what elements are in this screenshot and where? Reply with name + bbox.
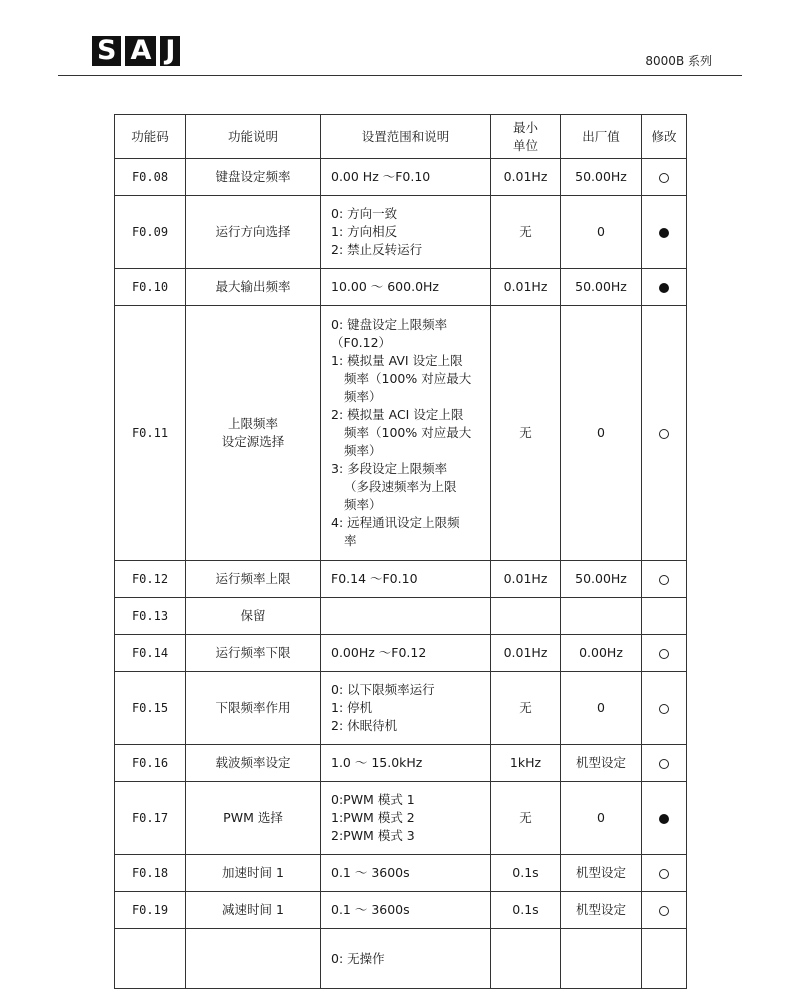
range-line: 1: 方向相反 <box>331 224 398 239</box>
range-line: 2: 模拟量 ACI 设定上限 <box>331 407 464 422</box>
cell-modify <box>642 672 687 745</box>
cell-modify <box>642 635 687 672</box>
cell-name <box>186 929 321 989</box>
table-row <box>115 892 687 929</box>
table-row <box>115 929 687 989</box>
range-line: 频率） <box>344 497 382 512</box>
cell-range <box>321 269 491 306</box>
name-line: 最大输出频率 <box>215 279 291 294</box>
range-line: 1: 模拟量 AVI 设定上限 <box>331 353 463 368</box>
cell-code: F0.13 <box>115 598 186 635</box>
cell-default: 50.00Hz <box>561 269 642 306</box>
cell-name <box>186 745 321 782</box>
cell-default: 50.00Hz <box>561 561 642 598</box>
column-header-default: 出厂值 <box>561 115 642 159</box>
range-line: 2: 禁止反转运行 <box>331 242 423 257</box>
cell-name <box>186 672 321 745</box>
name-line: 设定源选择 <box>221 434 285 449</box>
name-line: 载波频率设定 <box>215 755 291 770</box>
cell-code: F0.18 <box>115 855 186 892</box>
logo-letter: J <box>160 36 180 66</box>
range-line: 3: 多段设定上限频率 <box>331 461 448 476</box>
range-line: 4: 远程通讯设定上限频 <box>331 515 460 530</box>
range-line: 0.00Hz ～F0.12 <box>331 645 427 660</box>
logo-letter: S <box>92 36 121 66</box>
range-line: 频率（100% 对应最大 <box>344 371 472 386</box>
table-row <box>115 672 687 745</box>
logo-letter: A <box>125 36 156 66</box>
saj-logo <box>92 36 180 66</box>
cell-modify <box>642 159 687 196</box>
cell-code: F0.10 <box>115 269 186 306</box>
open-circle-icon <box>659 704 669 714</box>
cell-modify <box>642 598 687 635</box>
table-row <box>115 855 687 892</box>
range-line: （多段速频率为上限 <box>344 479 457 494</box>
range-line: 0: 以下限频率运行 <box>331 682 435 697</box>
range-line: 2: 休眠待机 <box>331 718 398 733</box>
cell-range <box>321 782 491 855</box>
table-row <box>115 745 687 782</box>
cell-range <box>321 598 491 635</box>
range-line: 1.0 ～ 15.0kHz <box>331 755 423 770</box>
filled-circle-icon <box>659 283 669 293</box>
table-row <box>115 196 687 269</box>
cell-code: F0.08 <box>115 159 186 196</box>
open-circle-icon <box>659 759 669 769</box>
name-line: 保留 <box>240 608 266 623</box>
range-line: （F0.12） <box>331 335 392 350</box>
open-circle-icon <box>659 575 669 585</box>
cell-unit: 0.01Hz <box>491 159 561 196</box>
cell-code <box>115 929 186 989</box>
table-row <box>115 269 687 306</box>
cell-modify <box>642 892 687 929</box>
cell-name <box>186 782 321 855</box>
cell-default: 0 <box>561 306 642 561</box>
cell-code: F0.14 <box>115 635 186 672</box>
cell-name <box>186 598 321 635</box>
cell-unit: 无 <box>491 672 561 745</box>
cell-code: F0.15 <box>115 672 186 745</box>
table-header-row <box>115 115 687 159</box>
table-row <box>115 306 687 561</box>
cell-default: 机型设定 <box>561 892 642 929</box>
name-line: 运行频率下限 <box>215 645 291 660</box>
cell-name <box>186 635 321 672</box>
range-line: 频率（100% 对应最大 <box>344 425 472 440</box>
name-line: 加速时间 1 <box>222 865 284 880</box>
table-row <box>115 782 687 855</box>
cell-modify <box>642 306 687 561</box>
cell-name <box>186 855 321 892</box>
cell-range <box>321 929 491 989</box>
range-line: 0.00 Hz ～F0.10 <box>331 169 431 184</box>
cell-range <box>321 561 491 598</box>
cell-code: F0.09 <box>115 196 186 269</box>
range-line: 1: 停机 <box>331 700 373 715</box>
column-header-modify: 修改 <box>642 115 687 159</box>
open-circle-icon <box>659 173 669 183</box>
cell-default: 0 <box>561 196 642 269</box>
cell-default: 机型设定 <box>561 855 642 892</box>
cell-range <box>321 855 491 892</box>
cell-default: 50.00Hz <box>561 159 642 196</box>
cell-modify <box>642 269 687 306</box>
table-row <box>115 635 687 672</box>
cell-range <box>321 892 491 929</box>
cell-unit: 0.01Hz <box>491 561 561 598</box>
parameter-table <box>114 114 687 989</box>
range-line: 0: 无操作 <box>331 950 385 966</box>
cell-name <box>186 196 321 269</box>
table-row <box>115 598 687 635</box>
cell-code: F0.11 <box>115 306 186 561</box>
table-row <box>115 159 687 196</box>
series-label: 8000B 系列 <box>645 54 712 68</box>
cell-modify <box>642 196 687 269</box>
cell-unit: 0.1s <box>491 855 561 892</box>
cell-code: F0.16 <box>115 745 186 782</box>
cell-default <box>561 929 642 989</box>
cell-unit: 1kHz <box>491 745 561 782</box>
cell-unit <box>491 929 561 989</box>
range-line: 0.1 ～ 3600s <box>331 865 410 880</box>
range-line: 0: 键盘设定上限频率 <box>331 317 448 332</box>
name-line: 运行方向选择 <box>215 224 291 239</box>
range-line: 频率） <box>344 389 382 404</box>
cell-range <box>321 635 491 672</box>
filled-circle-icon <box>659 228 669 238</box>
column-header-name: 功能说明 <box>186 115 321 159</box>
cell-modify <box>642 561 687 598</box>
range-line: 0.1 ～ 3600s <box>331 902 410 917</box>
range-line: 1:PWM 模式 2 <box>331 810 415 825</box>
name-line: 键盘设定频率 <box>215 169 291 184</box>
range-line: 频率） <box>344 443 382 458</box>
range-line: F0.14 ～F0.10 <box>331 571 418 586</box>
cell-code: F0.12 <box>115 561 186 598</box>
cell-default: 0 <box>561 782 642 855</box>
column-header-unit-line2: 单位 <box>512 137 538 153</box>
cell-name <box>186 269 321 306</box>
range-line: 0:PWM 模式 1 <box>331 792 415 807</box>
name-line: PWM 选择 <box>223 810 283 825</box>
cell-default <box>561 598 642 635</box>
cell-range <box>321 159 491 196</box>
filled-circle-icon <box>659 814 669 824</box>
cell-name <box>186 892 321 929</box>
cell-name <box>186 306 321 561</box>
open-circle-icon <box>659 906 669 916</box>
range-line: 率 <box>344 533 357 548</box>
cell-modify <box>642 782 687 855</box>
cell-range <box>321 306 491 561</box>
range-line: 0: 方向一致 <box>331 206 398 221</box>
cell-modify <box>642 855 687 892</box>
open-circle-icon <box>659 649 669 659</box>
cell-modify <box>642 929 687 989</box>
cell-default: 机型设定 <box>561 745 642 782</box>
open-circle-icon <box>659 429 669 439</box>
cell-modify <box>642 745 687 782</box>
cell-code: F0.17 <box>115 782 186 855</box>
column-header-unit-line1: 最小 <box>512 119 538 135</box>
cell-range <box>321 672 491 745</box>
cell-unit: 无 <box>491 782 561 855</box>
cell-code: F0.19 <box>115 892 186 929</box>
table-row <box>115 561 687 598</box>
cell-default: 0.00Hz <box>561 635 642 672</box>
cell-range <box>321 745 491 782</box>
cell-name <box>186 561 321 598</box>
cell-unit: 无 <box>491 306 561 561</box>
open-circle-icon <box>659 869 669 879</box>
column-header-unit <box>491 115 561 159</box>
cell-unit: 0.01Hz <box>491 635 561 672</box>
column-header-code: 功能码 <box>115 115 186 159</box>
name-line: 下限频率作用 <box>215 700 291 715</box>
range-line: 2:PWM 模式 3 <box>331 828 415 843</box>
cell-unit <box>491 598 561 635</box>
name-line: 上限频率 <box>227 416 278 431</box>
column-header-range: 设置范围和说明 <box>321 115 491 159</box>
cell-unit: 0.01Hz <box>491 269 561 306</box>
cell-unit: 无 <box>491 196 561 269</box>
cell-default: 0 <box>561 672 642 745</box>
header-rule <box>58 75 742 76</box>
name-line: 减速时间 1 <box>222 902 284 917</box>
cell-unit: 0.1s <box>491 892 561 929</box>
name-line: 运行频率上限 <box>215 571 291 586</box>
cell-range <box>321 196 491 269</box>
range-line: 10.00 ～ 600.0Hz <box>331 279 439 294</box>
cell-name <box>186 159 321 196</box>
